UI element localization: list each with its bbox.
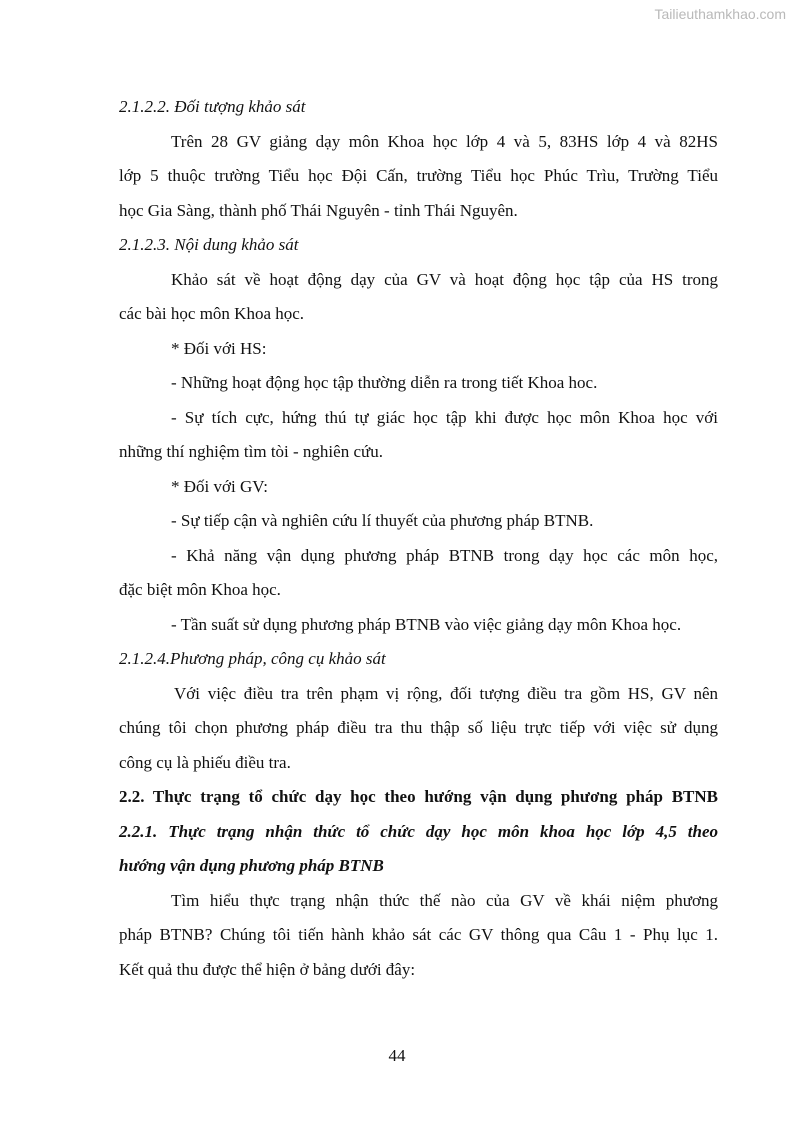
paragraph-line: học Gia Sàng, thành phố Thái Nguyên - tỉnh Thái Nguyên. [119,200,518,220]
heading-2-2-1: 2.2.1. Thực trạng nhận thức tổ chức dạy học môn khoa học lớp 4,5 theo [119,821,718,841]
list-item-continuation: những thí nghiệm tìm tòi - nghiên cứu. [119,442,383,461]
paragraph-line: chúng tôi chọn phương pháp điều tra thu thập số liệu trực tiếp với việc sử dụng [119,718,718,737]
heading-2-1-2-4: 2.1.2.4.Phương pháp, công cụ khảo sát [119,649,386,668]
hs-label: * Đối với HS: [171,338,267,358]
list-item: - Sự tiếp cận và nghiên cứu lí thuyết của phương pháp BTNB. [171,511,594,530]
paragraph-line: các bài học môn Khoa học. [119,304,305,323]
heading-2-2-1-continuation: hướng vận dụng phương pháp BTNB [119,856,384,875]
paragraph-line: lớp 5 thuộc trường Tiểu học Đội Cấn, trường Tiểu học Phúc Trìu, Trường Tiểu [119,166,718,185]
list-item-continuation: đặc biệt môn Khoa học. [119,580,281,599]
paragraph-line: Khảo sát về hoạt động dạy của GV và hoạt động học tập của HS trong [171,269,718,289]
document-body [119,90,718,987]
heading-2-1-2-3: 2.1.2.3. Nội dung khảo sát [119,235,299,254]
paragraph-line: pháp BTNB? Chúng tôi tiến hành khảo sát các GV thông qua Câu 1 - Phụ lục 1. [119,925,718,944]
list-item: - Sự tích cực, hứng thú tự giác học tập khi được học môn Khoa học với [171,407,718,427]
paragraph-line: công cụ là phiếu điều tra. [119,752,291,772]
heading-2-1-2-2: 2.1.2.2. Đối tượng khảo sát [119,97,306,116]
list-item: - Những hoạt động học tập thường diễn ra trong tiết Khoa hoc. [171,373,598,392]
heading-2-2: 2.2. Thực trạng tổ chức dạy học theo hướng vận dụng phương pháp BTNB [119,787,718,806]
gv-label: * Đối với GV: [171,476,268,496]
paragraph-line: Kết quả thu được thể hiện ở bảng dưới đây: [119,959,416,979]
list-item: - Tần suất sử dụng phương pháp BTNB vào việc giảng dạy môn Khoa học. [171,614,682,634]
list-item: - Khả năng vận dụng phương pháp BTNB trong dạy học các môn học, [171,545,718,565]
paragraph-line: Trên 28 GV giảng dạy môn Khoa học lớp 4 và 5, 83HS lớp 4 và 82HS [171,131,718,151]
page-number: 44 [388,1046,406,1065]
paragraph-line: Tìm hiểu thực trạng nhận thức thế nào của GV về khái niệm phương [171,890,718,910]
watermark-text: Tailieuthamkhao.com [654,6,786,22]
paragraph-line: Với việc điều tra trên phạm vị rộng, đối tượng điều tra gồm HS, GV nên [174,683,718,703]
